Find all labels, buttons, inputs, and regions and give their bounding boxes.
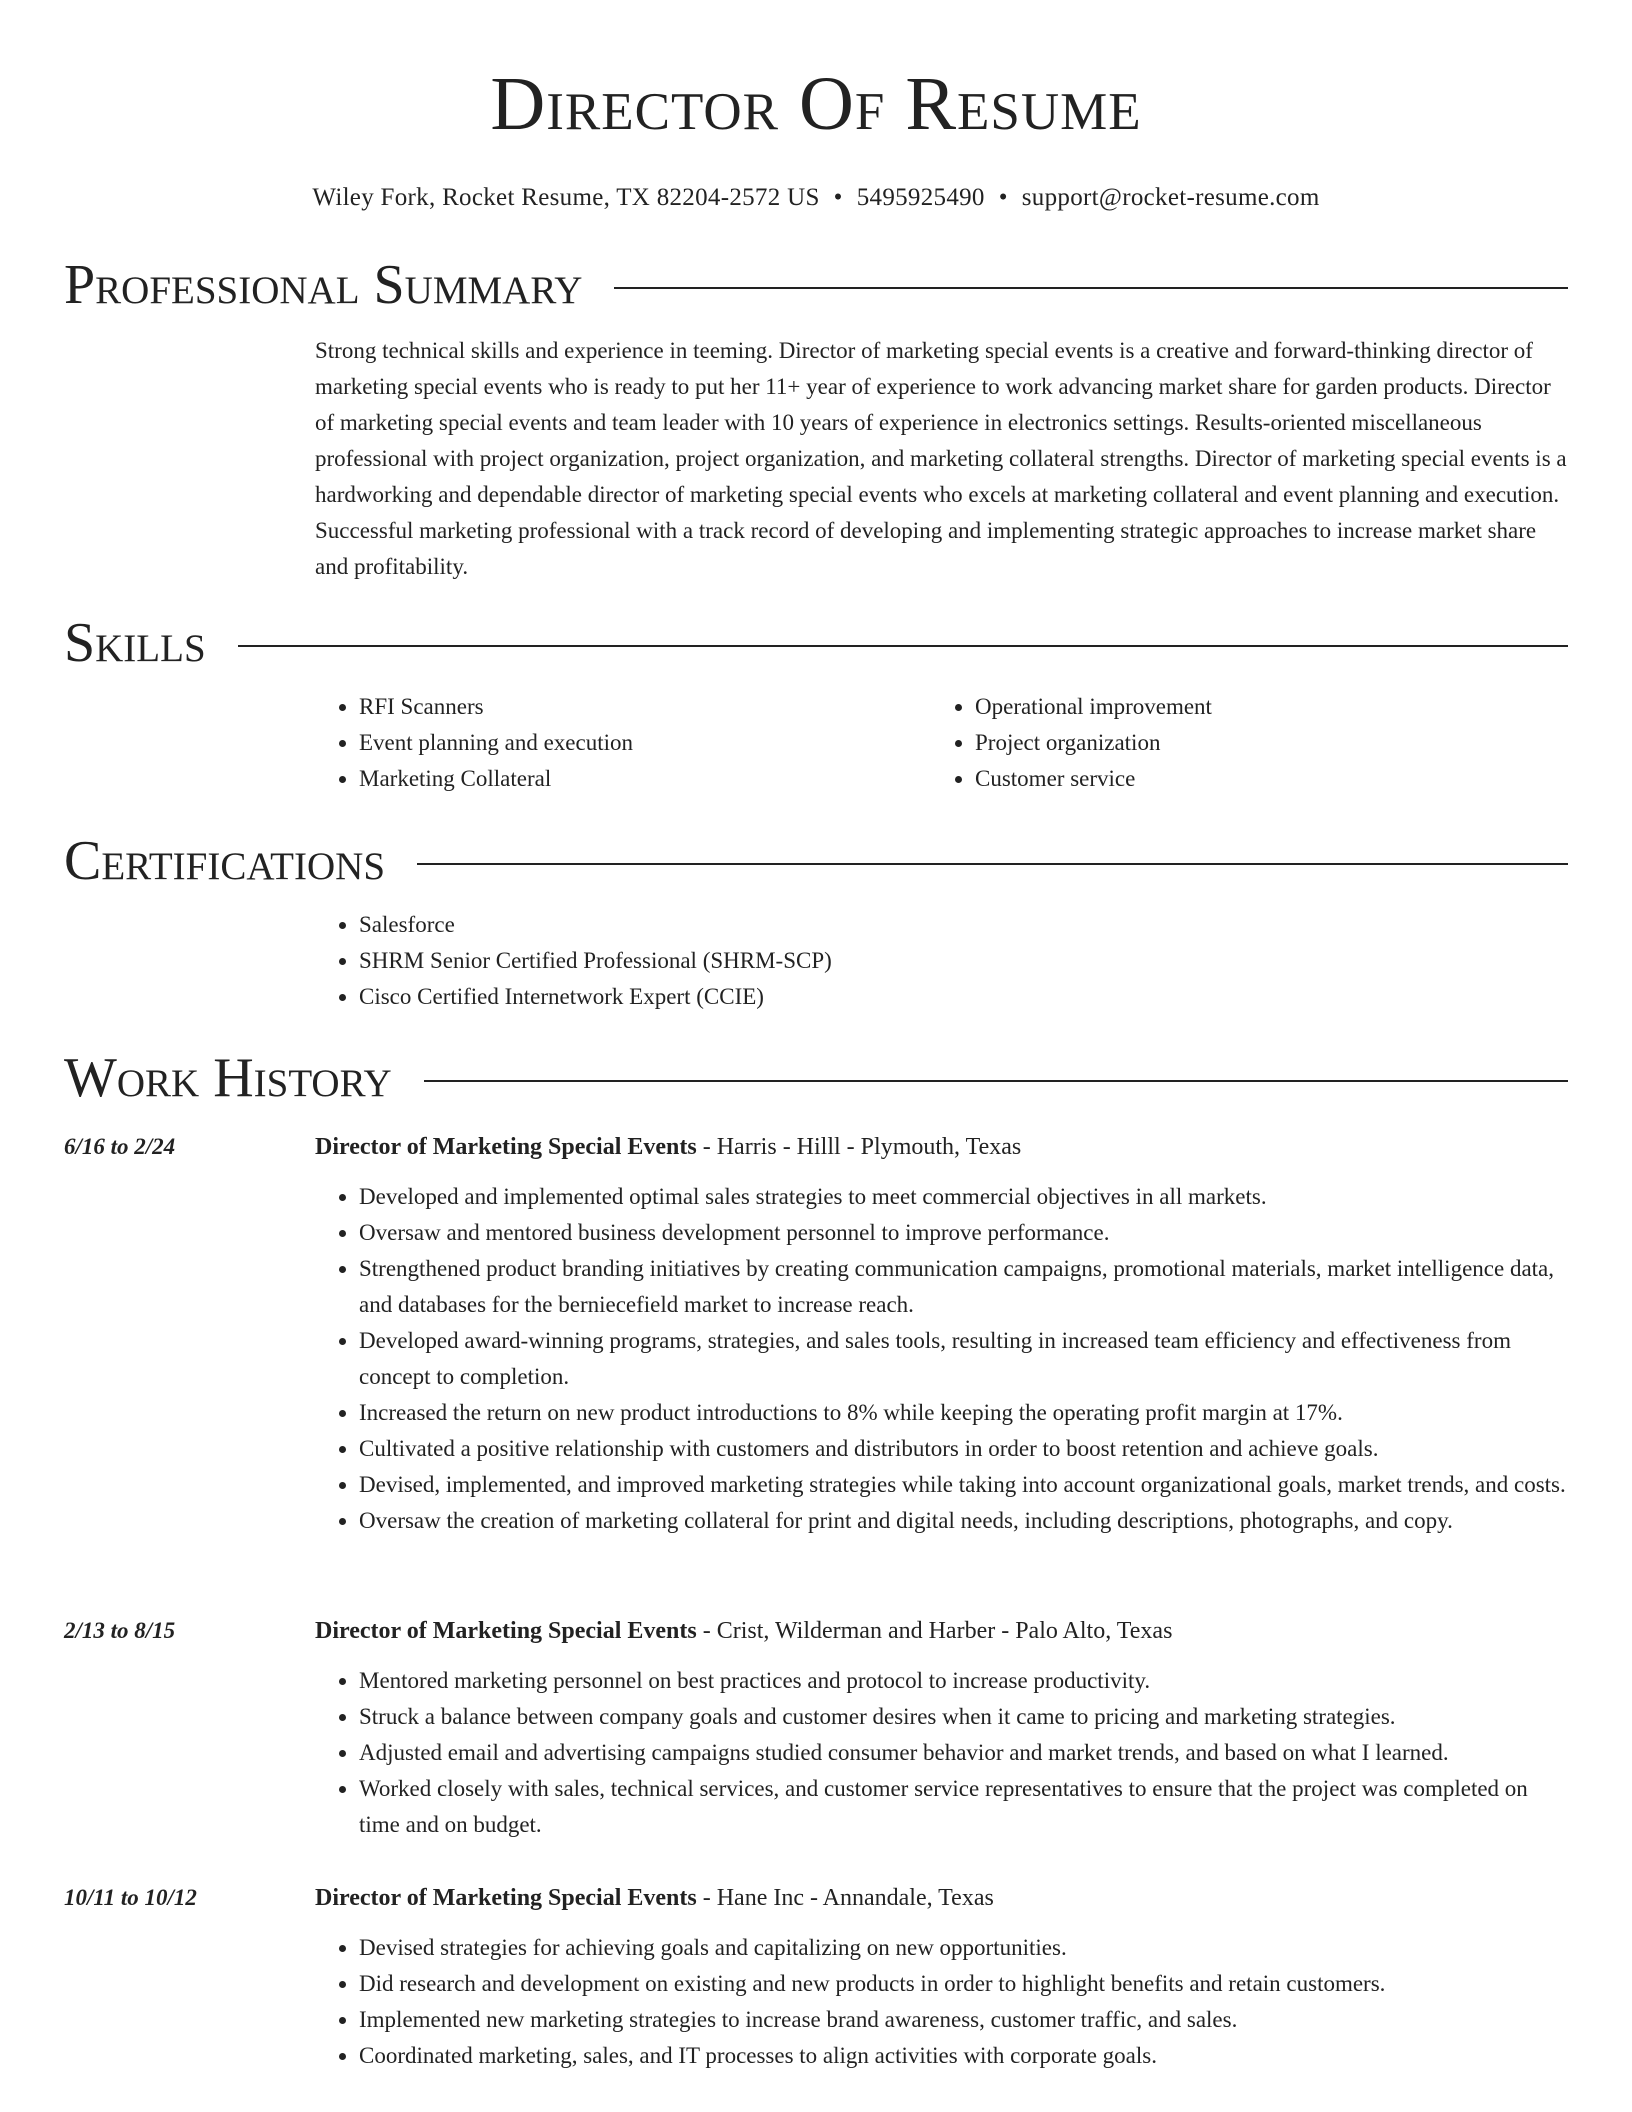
resume-page: [64, 0, 1568, 2068]
section-divider: [424, 1080, 1568, 1082]
job-company: - Hane Inc - Annandale, Texas: [696, 1885, 994, 1911]
summary-section: [64, 255, 1568, 585]
certification-item: • Salesforce: [359, 907, 1568, 943]
job-bullet: • Did research and development on existing and new products in order to highlight benefits and retain customers.: [359, 1966, 1568, 2002]
summary-text: Strong technical skills and experience in teeming. Director of marketing special events is a creative and forward-thinking director of marketing special events who is ready to put her 11+ year of experience to work advancing market share for garden products. Director of marketing special events and team leader with 10 years of experience in electronics settings. Results-oriented miscellaneous professional with project organization, project organization, and marketing collateral strengths. Director of marketing special events is a hardworking and dependable director of marketing special events who excels at marketing collateral and event planning and execution. Successful marketing professional with a track record of developing and implementing strategic approaches to increase market share and profitability.: [315, 338, 1567, 579]
contact-line: [64, 182, 1568, 214]
contact-email: support@rocket-resume.com: [1021, 184, 1320, 211]
certifications-section: [64, 831, 1568, 1015]
resume-name: Director Of Resume: [490, 62, 1142, 146]
job-bullet: • Struck a balance between company goals and customer desires when it came to pricing and marketing strategies.: [359, 1699, 1568, 1735]
job-company: - Harris - Hilll - Plymouth, Texas: [696, 1134, 1022, 1160]
skills-grid: [315, 673, 1568, 797]
certifications-title: Certifications: [64, 830, 386, 892]
job-dates: 6/16 to 2/24: [64, 1134, 176, 1159]
job-entry: [64, 1611, 1568, 1843]
job-title: Director of Marketing Special Events: [315, 1618, 697, 1644]
contact-separator: •: [998, 184, 1008, 211]
job-entry: [64, 1127, 1568, 1539]
skill-item: • RFI Scanners: [359, 689, 931, 725]
section-divider: [238, 645, 1568, 647]
job-bullet: • Developed and implemented optimal sales strategies to meet commercial objectives in all markets.: [359, 1179, 1568, 1215]
job-bullet-list: [315, 1918, 1568, 2074]
work-history-title: Work History: [64, 1047, 392, 1109]
skills-list-right: [931, 689, 1547, 797]
skill-item: • Project organization: [975, 725, 1547, 761]
summary-header: [64, 255, 1568, 315]
job-title-line: [315, 1878, 994, 1918]
job-title-line: [315, 1127, 1021, 1167]
job-bullet: • Increased the return on new product introductions to 8% while keeping the operating profit margin at 17%.: [359, 1395, 1568, 1431]
job-title: Director of Marketing Special Events: [315, 1885, 697, 1911]
work-history-header: [64, 1048, 1568, 1108]
certification-item: • Cisco Certified Internetwork Expert (CCIE): [359, 979, 1568, 1015]
contact-separator: •: [833, 184, 843, 211]
job-bullet: • Developed award-winning programs, strategies, and sales tools, resulting in increased team efficiency and effectiveness from concept to completion.: [359, 1323, 1568, 1395]
skill-item: • Marketing Collateral: [359, 761, 931, 797]
job-bullet: • Oversaw the creation of marketing collateral for print and digital needs, including descriptions, photographs, and copy.: [359, 1503, 1568, 1539]
skills-header: [64, 613, 1568, 673]
job-bullet: • Strengthened product branding initiatives by creating communication campaigns, promotional materials, market intelligence data, and databases for the berniecefield market to increase reach.: [359, 1251, 1568, 1323]
job-bullet: • Devised strategies for achieving goals and capitalizing on new opportunities.: [359, 1930, 1568, 1966]
job-header: [64, 1611, 1568, 1651]
job-bullet: • Implemented new marketing strategies to increase brand awareness, customer traffic, and sales.: [359, 2002, 1568, 2038]
section-divider: [417, 863, 1568, 865]
job-bullet: • Adjusted email and advertising campaigns studied consumer behavior and market trends, and based on what I learned.: [359, 1735, 1568, 1771]
contact-address: Wiley Fork, Rocket Resume, TX 82204-2572 US: [312, 184, 820, 211]
job-header: [64, 1878, 1568, 1918]
job-bullet: • Worked closely with sales, technical services, and customer service representatives to ensure that the project was completed on time and on budget.: [359, 1771, 1568, 1843]
job-header: [64, 1127, 1568, 1167]
job-bullet: • Devised, implemented, and improved marketing strategies while taking into account organizational goals, market trends, and costs.: [359, 1467, 1568, 1503]
section-divider: [614, 287, 1568, 289]
skills-section: [64, 613, 1568, 797]
job-bullet-list: [315, 1167, 1568, 1539]
job-title-line: [315, 1611, 1172, 1651]
job-bullet: • Cultivated a positive relationship with customers and distributors in order to boost retention and achieve goals.: [359, 1431, 1568, 1467]
certification-item: • SHRM Senior Certified Professional (SHRM-SCP): [359, 943, 1568, 979]
certifications-header: [64, 831, 1568, 891]
job-bullet: • Oversaw and mentored business development personnel to improve performance.: [359, 1215, 1568, 1251]
contact-phone: 5495925490: [856, 184, 985, 211]
job-company: - Crist, Wilderman and Harber - Palo Alto, Texas: [696, 1618, 1173, 1644]
job-title: Director of Marketing Special Events: [315, 1134, 697, 1160]
job-dates: 2/13 to 8/15: [64, 1618, 176, 1643]
work-history-section: [64, 1048, 1568, 1108]
skills-title: Skills: [64, 612, 206, 674]
skills-list-left: [315, 689, 931, 797]
job-entry: [64, 1878, 1568, 2074]
certifications-list: [315, 891, 1568, 1015]
job-dates: 10/11 to 10/12: [64, 1885, 197, 1910]
summary-title: Professional Summary: [64, 254, 583, 316]
job-bullet: • Coordinated marketing, sales, and IT processes to align activities with corporate goals.: [359, 2038, 1568, 2074]
skill-item: • Customer service: [975, 761, 1547, 797]
job-bullet: • Mentored marketing personnel on best practices and protocol to increase productivity.: [359, 1663, 1568, 1699]
skill-item: • Event planning and execution: [359, 725, 931, 761]
job-bullet-list: [315, 1651, 1568, 1843]
skill-item: • Operational improvement: [975, 689, 1547, 725]
